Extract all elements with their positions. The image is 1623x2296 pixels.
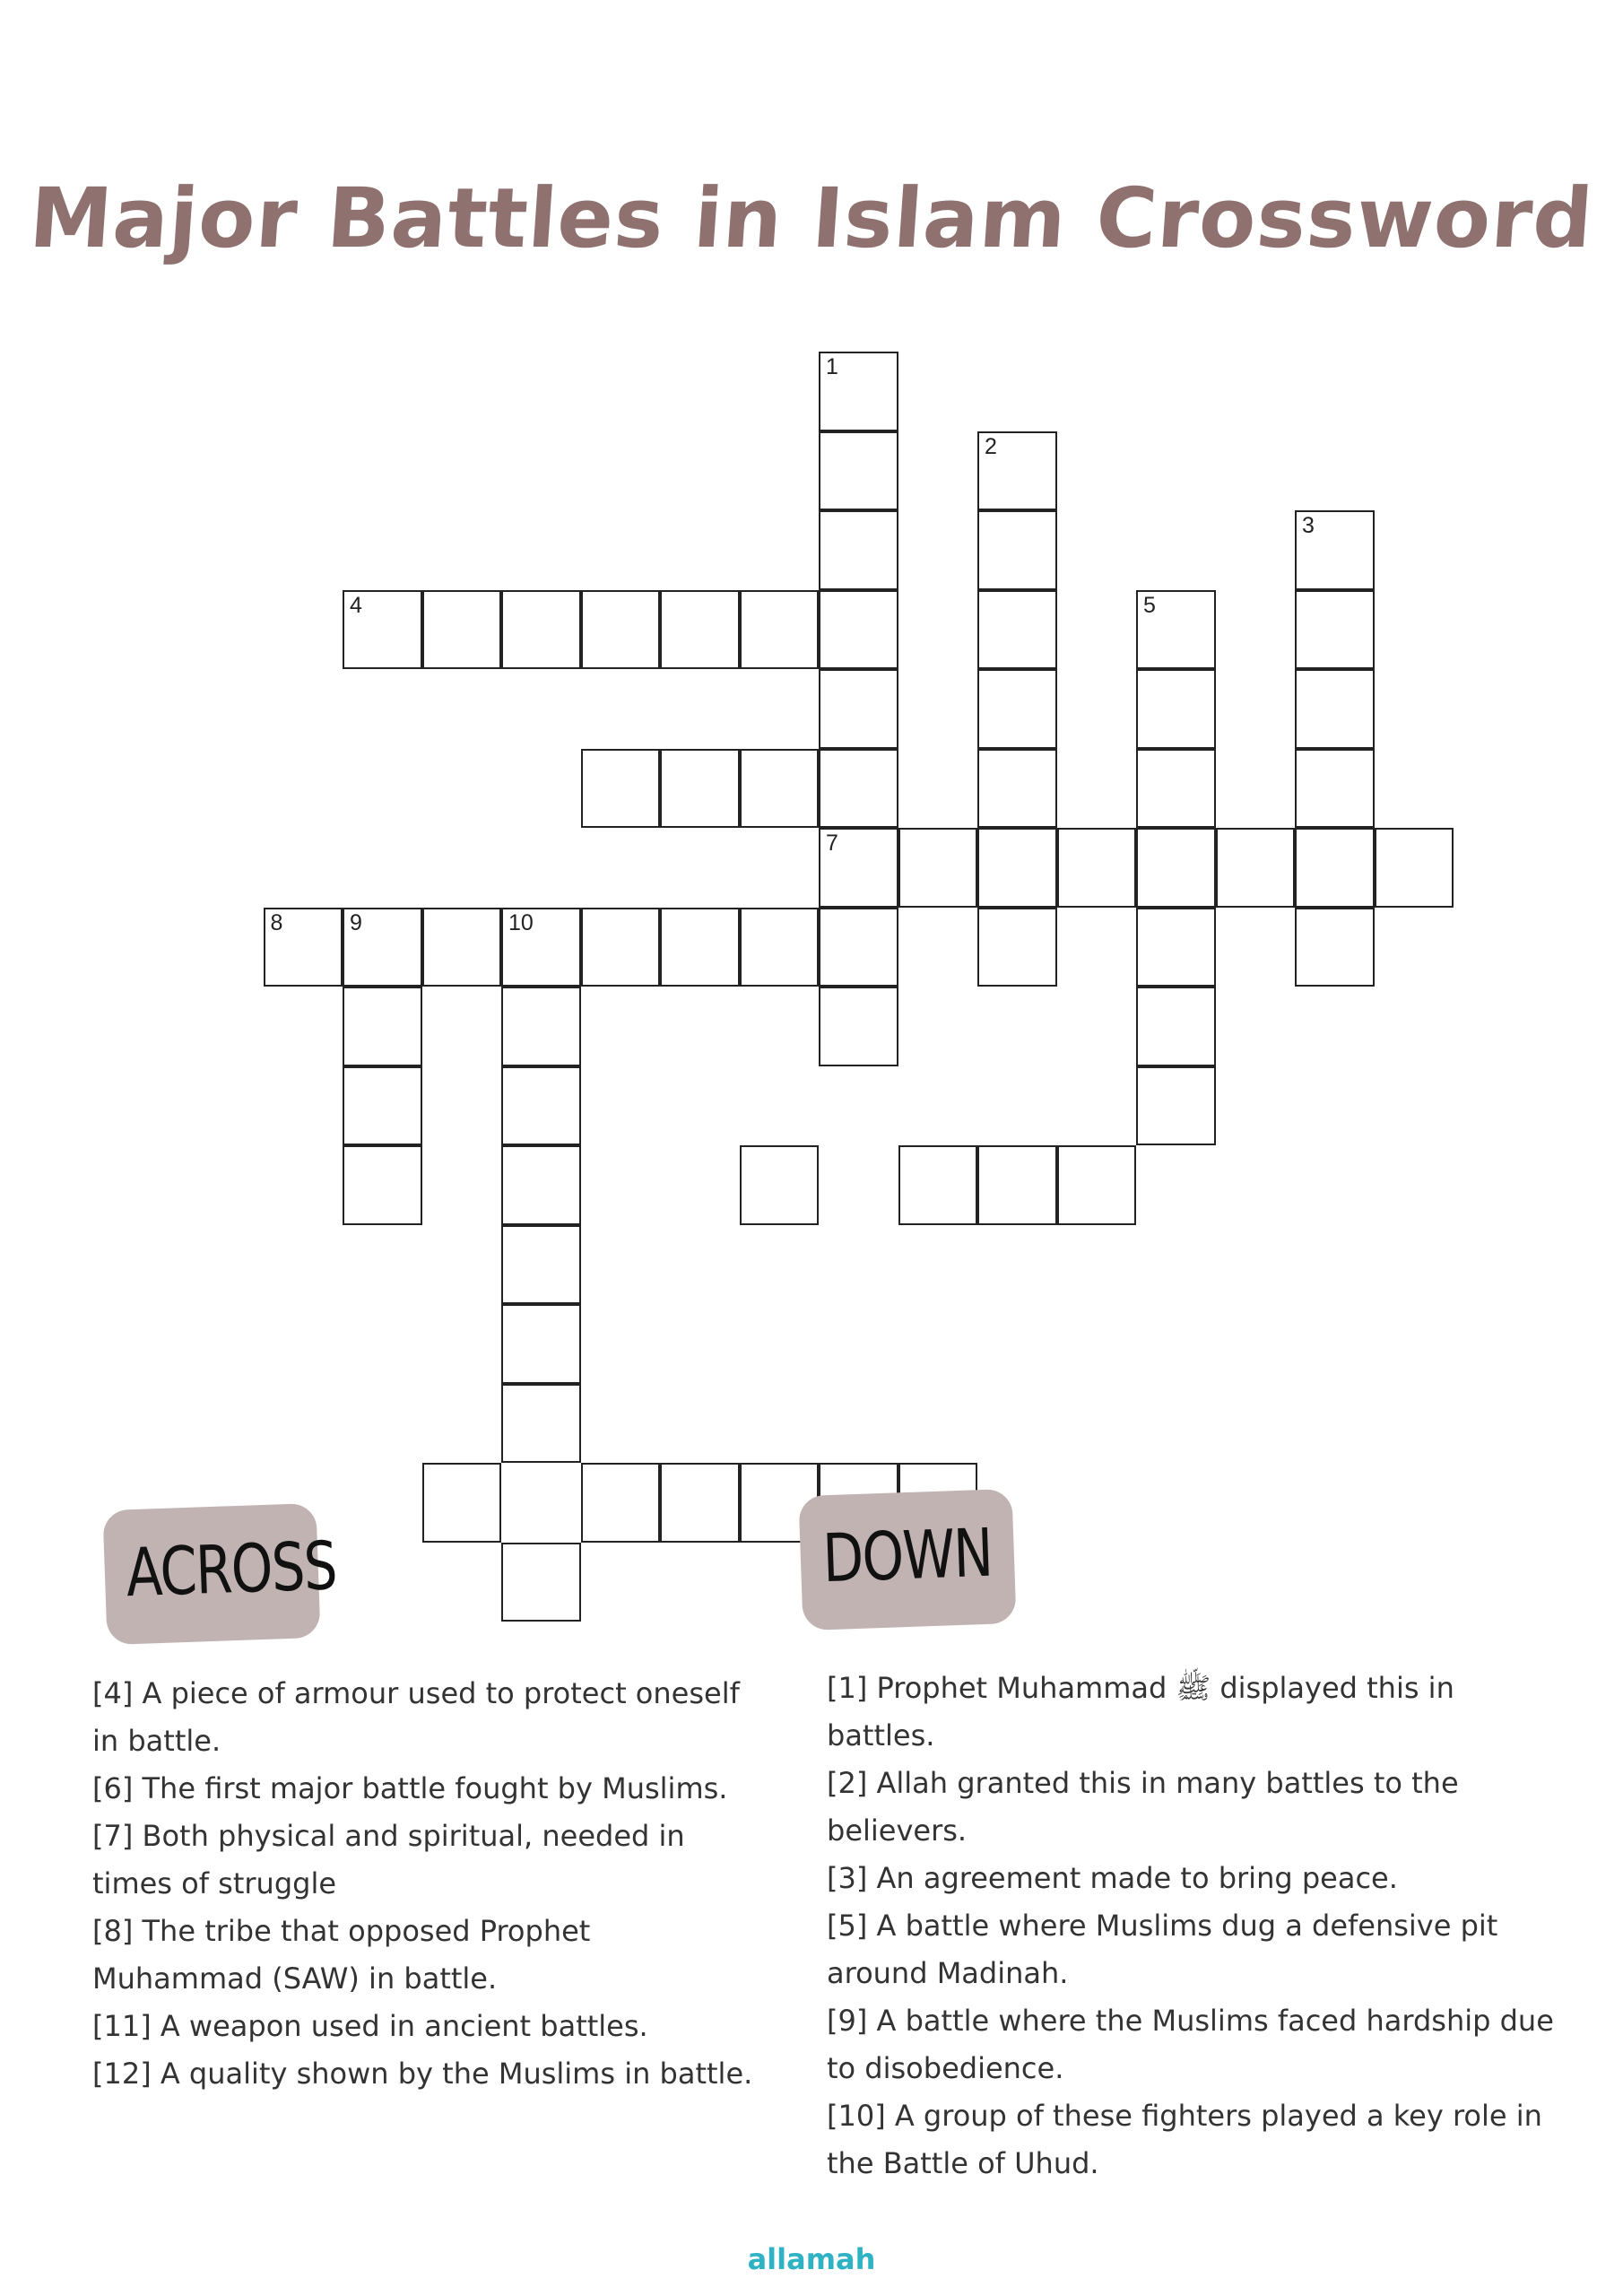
crossword-cell[interactable] (1136, 749, 1216, 829)
crossword-cell[interactable] (1136, 908, 1216, 987)
crossword-cell[interactable] (660, 749, 740, 829)
crossword-cell[interactable] (581, 590, 661, 670)
crossword-cell[interactable] (1136, 590, 1216, 670)
across-clue: [12] A quality shown by the Muslims in battle. (92, 2057, 753, 2091)
crossword-cell[interactable] (343, 590, 422, 670)
crossword-cell[interactable] (581, 749, 661, 829)
crossword-cell[interactable] (1295, 510, 1375, 590)
crossword-cell[interactable] (819, 590, 898, 670)
crossword-cell[interactable] (977, 1145, 1057, 1225)
crossword-cell[interactable] (501, 590, 581, 670)
crossword-cell[interactable] (819, 431, 898, 511)
crossword-cell[interactable] (1136, 987, 1216, 1066)
crossword-cell[interactable] (501, 1304, 581, 1384)
crossword-cell[interactable] (977, 749, 1057, 829)
across-heading: ACROSS (125, 1527, 338, 1613)
brand-logo: allamah (747, 2242, 876, 2276)
crossword-cell[interactable] (1136, 669, 1216, 749)
page-title: Major Battles in Islam Crossword (26, 170, 1597, 266)
clue-number: 8 (270, 909, 283, 935)
crossword-cell[interactable] (660, 1463, 740, 1543)
across-clue: [11] A weapon used in ancient battles. (92, 2009, 648, 2043)
crossword-cell[interactable] (819, 987, 898, 1066)
down-clue: [2] Allah granted this in many battles to the believers. (827, 1766, 1459, 1848)
clue-number: 3 (1302, 513, 1315, 538)
across-clue-list (92, 1670, 756, 2098)
crossword-cell[interactable] (1136, 1066, 1216, 1146)
crossword-cell[interactable] (819, 828, 898, 908)
crossword-cell[interactable] (501, 1225, 581, 1305)
crossword-cell[interactable] (1057, 1145, 1137, 1225)
crossword-cell[interactable] (1216, 828, 1296, 908)
clue-number: 10 (508, 909, 534, 935)
across-clue: [4] A piece of armour used to protect oneself in battle. (92, 1676, 740, 1758)
crossword-cell[interactable] (501, 1543, 581, 1622)
down-clue: [1] Prophet Muhammad ﷺ displayed this in battles. (827, 1671, 1454, 1752)
crossword-cell[interactable] (977, 669, 1057, 749)
across-heading-badge (102, 1503, 338, 1645)
down-heading: DOWN (821, 1514, 994, 1598)
across-clue: [7] Both physical and spiritual, needed in times of struggle (92, 1819, 685, 1900)
crossword-cell[interactable] (1375, 828, 1454, 908)
crossword-cell[interactable] (422, 590, 502, 670)
crossword-cell[interactable] (1295, 828, 1375, 908)
crossword-cell[interactable] (343, 908, 422, 987)
clue-number: 2 (985, 433, 997, 459)
crossword-cell[interactable] (740, 590, 820, 670)
down-clue: [10] A group of these fighters played a key role in the Battle of Uhud. (827, 2099, 1542, 2180)
crossword-cell[interactable] (422, 908, 502, 987)
down-clue: [3] An agreement made to bring peace. (827, 1861, 1398, 1895)
crossword-cell[interactable] (343, 1066, 422, 1146)
crossword-cell[interactable] (1136, 828, 1216, 908)
clue-number: 9 (350, 909, 362, 935)
crossword-cell[interactable] (977, 431, 1057, 511)
crossword-cell[interactable] (1295, 908, 1375, 987)
crossword-cell[interactable] (819, 510, 898, 590)
crossword-cell[interactable] (977, 510, 1057, 590)
crossword-cell[interactable] (819, 352, 898, 431)
down-heading-badge (798, 1489, 1016, 1631)
crossword-cell[interactable] (977, 590, 1057, 670)
crossword-cell[interactable] (581, 1463, 661, 1543)
crossword-cell[interactable] (501, 1145, 581, 1225)
crossword-cell[interactable] (977, 908, 1057, 987)
down-clue-list (827, 1665, 1562, 2187)
crossword-cell[interactable] (422, 1463, 502, 1543)
crossword-cell[interactable] (660, 590, 740, 670)
crossword-cell[interactable] (343, 987, 422, 1066)
crossword-cell[interactable] (1295, 669, 1375, 749)
clue-number: 1 (826, 354, 838, 379)
crossword-cell[interactable] (1295, 749, 1375, 829)
crossword-cell[interactable] (264, 908, 343, 987)
clue-number: 5 (1143, 592, 1156, 618)
crossword-cell[interactable] (501, 1066, 581, 1146)
crossword-cell[interactable] (898, 828, 978, 908)
crossword-cell[interactable] (819, 749, 898, 829)
crossword-cell[interactable] (1295, 590, 1375, 670)
crossword-cell[interactable] (343, 1145, 422, 1225)
crossword-cell[interactable] (501, 1384, 581, 1464)
crossword-cell[interactable] (660, 908, 740, 987)
across-clue: [8] The tribe that opposed Prophet Muhammad (SAW) in battle. (92, 1914, 591, 1996)
crossword-cell[interactable] (977, 828, 1057, 908)
down-clue: [5] A battle where Muslims dug a defensive pit around Madinah. (827, 1909, 1498, 1990)
crossword-cell[interactable] (819, 908, 898, 987)
crossword-cell[interactable] (898, 1145, 978, 1225)
crossword-cell[interactable] (740, 908, 820, 987)
crossword-cell[interactable] (740, 1145, 820, 1225)
clue-number: 7 (826, 831, 838, 856)
crossword-cell[interactable] (1057, 828, 1137, 908)
crossword-cell[interactable] (740, 749, 820, 829)
crossword-cell[interactable] (501, 987, 581, 1066)
crossword-cell[interactable] (581, 908, 661, 987)
crossword-cell[interactable] (819, 669, 898, 749)
clue-number: 4 (350, 592, 362, 618)
down-clue: [9] A battle where the Muslims faced hardship due to disobedience. (827, 2004, 1554, 2085)
across-clue: [6] The first major battle fought by Muslims. (92, 1771, 728, 1805)
crossword-cell[interactable] (501, 908, 581, 987)
